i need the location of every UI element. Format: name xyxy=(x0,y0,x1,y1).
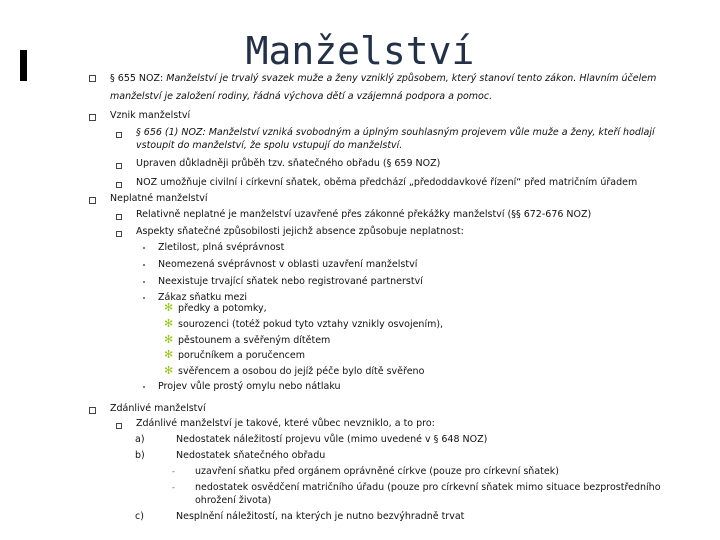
page-title: Manželství xyxy=(245,29,475,73)
bullet-icon xyxy=(89,114,96,121)
vznik-item: § 656 (1) NOZ: Manželství vzniká svobodným a úplným souhlasným projevem vůle muže a ženy, kteří hodlají vstoupit do manželství, že spolu vstupují do manželství. xyxy=(136,127,655,151)
vznik-item: NOZ umožňuje civilní i církevní sňatek, oběma předchází „předoddavkové řízení“ před matričním úřadem xyxy=(136,177,638,188)
zakaz-item: pěstounem a svěřeným dítětem xyxy=(178,335,331,346)
bullet-icon xyxy=(143,386,145,388)
list-label: c) xyxy=(135,511,144,522)
zakaz-item: sourozenci (totéž pokud tyto vztahy vznikly osvojením), xyxy=(178,319,444,330)
bullet-icon xyxy=(116,423,122,429)
definition-paragraph xyxy=(110,70,685,106)
section-heading-neplatne: Neplatné manželství xyxy=(110,193,208,204)
dash-bullet-icon: - xyxy=(172,467,175,476)
zakaz-item: poručníkem a poručencem xyxy=(178,350,305,361)
aspect-item: Zákaz sňatku mezi xyxy=(158,292,247,303)
bullet-icon xyxy=(116,182,122,188)
zdanlive-subitem: uzavření sňatku před orgánem oprávněné církve (pouze pro církevní sňatek) xyxy=(195,466,559,477)
asterisk-bullet-icon: ✻ xyxy=(164,301,174,314)
zdanlive-subitem: nedostatek osvědčení matričního úřadu (pouze pro církevní sňatek mimo situace bezprostředního ohrožení života) xyxy=(195,482,661,506)
bullet-icon xyxy=(116,214,122,220)
bullet-icon xyxy=(116,231,122,237)
bullet-icon xyxy=(143,281,145,283)
list-label: b) xyxy=(135,450,145,461)
bullet-icon xyxy=(143,247,145,249)
zdanlive-item: Nedostatek sňatečného obřadu xyxy=(176,450,326,461)
vznik-item: Upraven důkladněji průběh tzv. sňatečného obřadu (§ 659 NOZ) xyxy=(136,158,441,169)
definition-text: Manželství je trvalý svazek muže a ženy vzniklý způsobem, který stanoví tento zákon. Hlavním účelem manželství je založení rodiny, řádná výchova dětí a vzájemná podpora a pomoc. xyxy=(110,73,657,102)
bullet-icon xyxy=(116,132,122,138)
zdanlive-item: Nedostatek náležitostí projevu vůle (mimo uvedené v § 648 NOZ) xyxy=(176,434,488,445)
bullet-icon xyxy=(89,75,96,82)
zdanlive-item: Nesplnění náležitostí, na kterých je nutno bezvýhradně trvat xyxy=(176,511,465,522)
zdanlive-intro: Zdánlivé manželství je takové, které vůbec nevzniklo, a to pro: xyxy=(136,418,435,429)
aspect-item: Neexistuje trvající sňatek nebo registrované partnerství xyxy=(158,276,423,287)
neplatne-item: Relativně neplatné je manželství uzavřené přes zákonné překážky manželství (§§ 672-676 NOZ) xyxy=(136,209,592,220)
section-heading-zdanlive: Zdánlivé manželství xyxy=(110,403,206,414)
definition-ref: § 655 NOZ: xyxy=(110,73,164,84)
list-label: a) xyxy=(135,434,145,445)
bullet-icon xyxy=(89,407,96,414)
asterisk-bullet-icon: ✻ xyxy=(164,364,174,377)
section-heading-vznik: Vznik manželství xyxy=(110,110,191,121)
aspect-item: Neomezená svéprávnost v oblasti uzavření manželství xyxy=(158,259,418,270)
asterisk-bullet-icon: ✻ xyxy=(164,333,174,346)
zakaz-item: předky a potomky, xyxy=(178,303,267,314)
neplatne-item: Aspekty sňatečné způsobilosti jejichž absence způsobuje neplatnost: xyxy=(136,226,464,237)
bullet-icon xyxy=(116,163,122,169)
asterisk-bullet-icon: ✻ xyxy=(164,348,174,361)
bullet-icon xyxy=(143,297,145,299)
aspect-item: Zletilost, plná svéprávnost xyxy=(158,242,285,253)
bullet-icon xyxy=(143,264,145,266)
zakaz-item: svěřencem a osobou do jejíž péče bylo dítě svěřeno xyxy=(178,366,425,377)
bullet-icon xyxy=(89,197,96,204)
aspect-item: Projev vůle prostý omylu nebo nátlaku xyxy=(158,381,341,392)
dash-bullet-icon: - xyxy=(172,483,175,492)
asterisk-bullet-icon: ✻ xyxy=(164,317,174,330)
